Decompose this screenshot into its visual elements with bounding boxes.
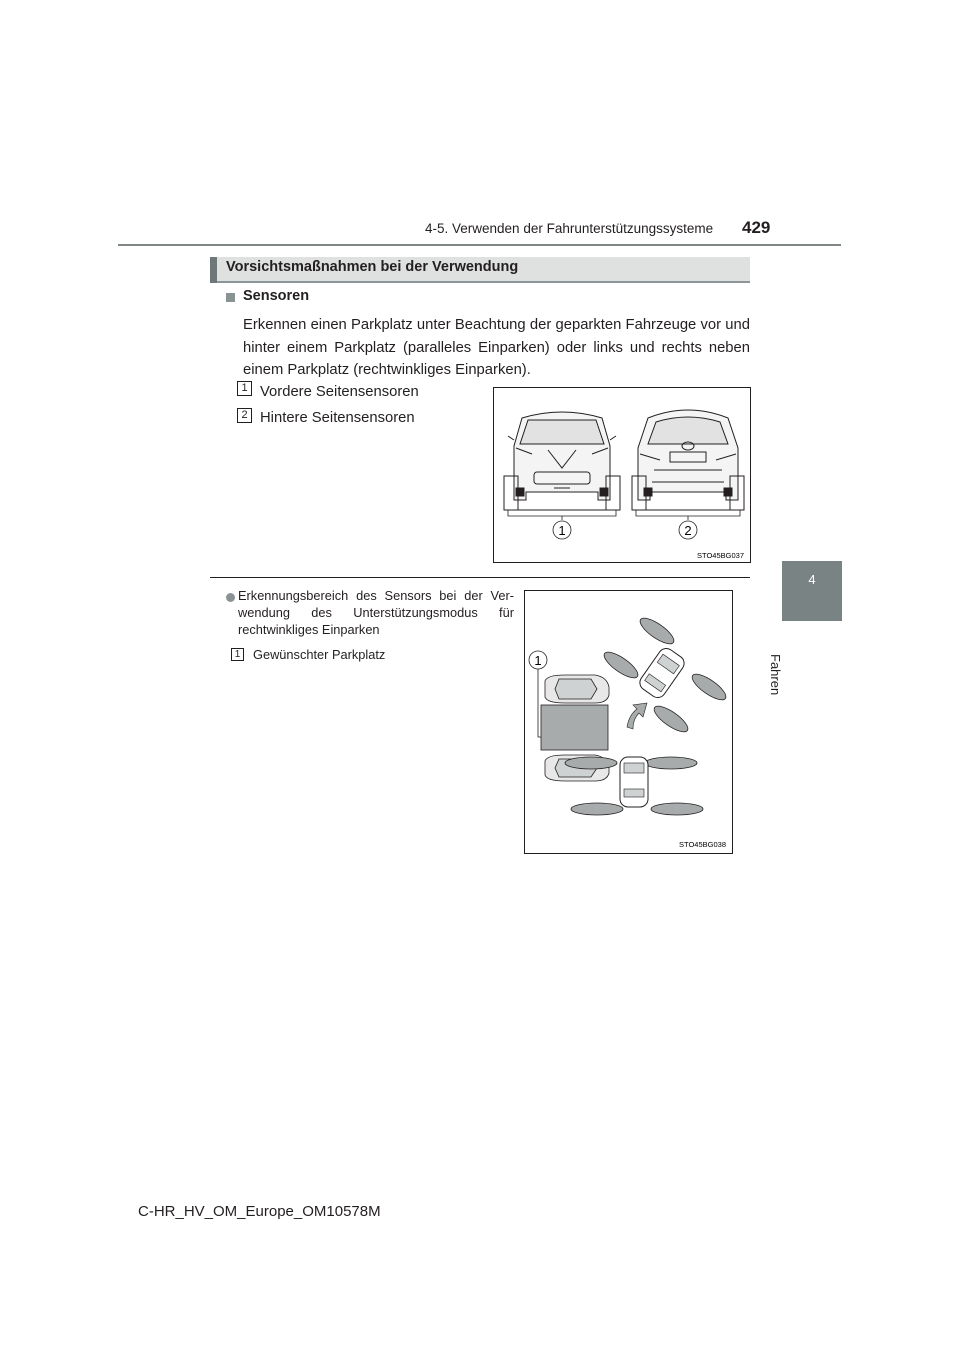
note-item-label: Gewünschter Parkplatz	[253, 647, 386, 662]
number-badge-icon: 1	[231, 648, 244, 661]
chapter-tab-number: 4	[808, 572, 816, 587]
body-paragraph: Erkennen einen Parkplatz unter Beachtung der geparkten Fahrzeuge vor und hinter einem Parkplatz (paralleles Einparken) oder links und rechts neben einem Parkplatz (rechtwinkliges Einparken).	[243, 317, 750, 378]
figure-side-sensors	[493, 387, 751, 563]
header-section-path: 4-5. Verwenden der Fahrunterstützungssysteme	[425, 221, 714, 236]
chapter-tab-label-text: Fahren	[768, 654, 783, 696]
chapter-tab-label	[768, 654, 783, 695]
note-line-3: rechtwinkliges Einparken	[238, 622, 380, 637]
figure1-callout-2-text: 2	[684, 523, 692, 538]
figure2-callout-1	[529, 651, 547, 669]
figure-detection-range	[524, 590, 733, 854]
curved-arrow-icon	[627, 703, 647, 729]
subheading: Sensoren	[243, 288, 310, 304]
figure1-code: STO45BG037	[697, 551, 744, 560]
header-rule	[118, 244, 841, 246]
footer-doc-id: C-HR_HV_OM_Europe_OM10578M	[138, 1203, 381, 1220]
desired-space	[541, 705, 608, 750]
section-divider	[210, 577, 750, 578]
square-bullet-icon	[226, 293, 235, 302]
figure1-callout-2	[679, 521, 697, 539]
chapter-tab	[782, 561, 842, 621]
section-heading-accent	[210, 257, 217, 283]
note-line-1: Erkennungsbereich des Sensors bei der Ver-	[238, 588, 514, 603]
note-line-2: wendung des Unterstützungsmodus für	[238, 605, 514, 620]
list-item-label: Hintere Seitensensoren	[260, 410, 415, 426]
section-title: Vorsichtsmaßnahmen bei der Verwendung	[226, 259, 519, 275]
circle-bullet-icon	[226, 593, 235, 602]
figure2-callout-1-text: 1	[534, 653, 542, 668]
figure2-code: STO45BG038	[679, 840, 726, 849]
list-item-label: Vordere Seitensensoren	[260, 384, 419, 400]
car-front-rear-illustration	[494, 388, 750, 562]
parking-detection-illustration	[525, 591, 732, 853]
figure1-callout-1-text: 1	[558, 523, 566, 538]
number-badge-icon: 1	[237, 381, 252, 396]
figure1-callout-1	[553, 521, 571, 539]
page-number: 429	[742, 218, 771, 237]
number-badge-icon: 2	[237, 408, 252, 423]
